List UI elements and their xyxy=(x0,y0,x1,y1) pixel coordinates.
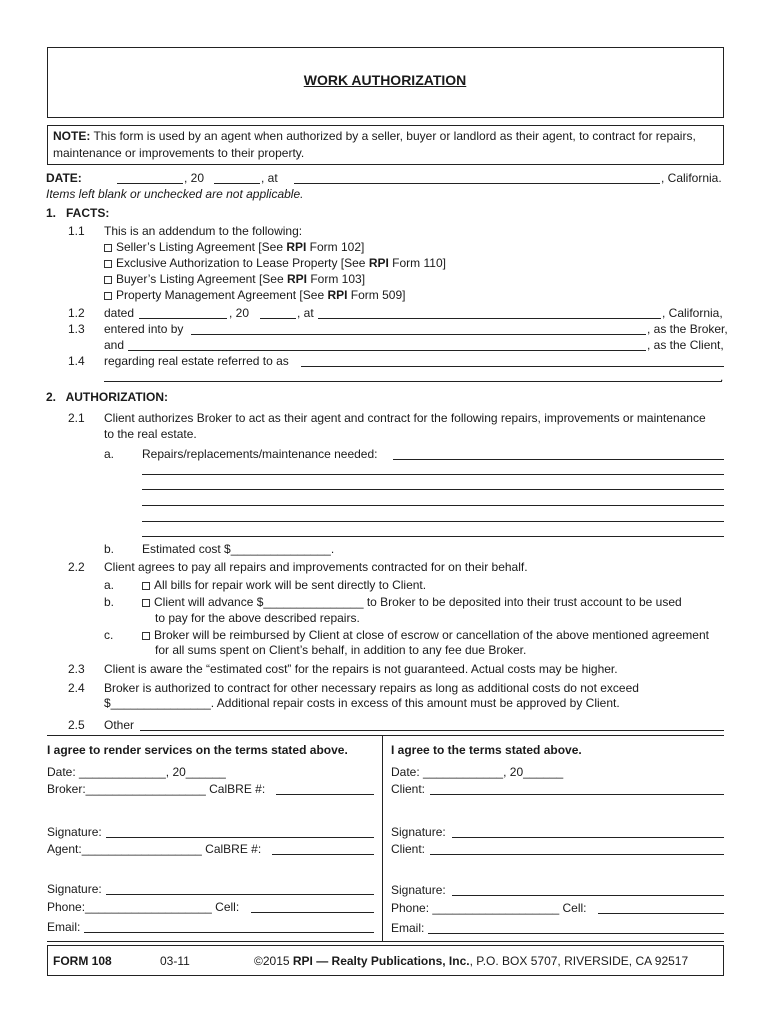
facts-heading: 1. FACTS: xyxy=(46,206,110,220)
repairs-field-2[interactable] xyxy=(142,474,724,475)
left-agent[interactable]: Agent:__________________ CalBRE #: xyxy=(47,842,262,856)
text-1-1: This is an addendum to the following: xyxy=(104,224,303,238)
text-1-2c: , at xyxy=(297,306,314,320)
note-text xyxy=(53,129,696,143)
item-2a-label: a. xyxy=(104,578,115,592)
repairs-field-5[interactable] xyxy=(142,521,724,522)
right-date[interactable]: Date: ____________, 20______ xyxy=(391,765,564,779)
client2-name-field[interactable] xyxy=(430,854,724,855)
option-exclusive-lease[interactable]: Exclusive Authorization to Lease Property [See RPI Form 110] xyxy=(104,256,446,270)
num-1-2: 1.2 xyxy=(68,306,85,320)
text-2-5: Other xyxy=(104,718,135,732)
repairs-field-4[interactable] xyxy=(142,505,724,506)
option-property-management[interactable]: Property Management Agreement [See RPI Form 509] xyxy=(104,288,406,302)
text-1-3b: , as the Broker, xyxy=(647,322,728,336)
right-signature-1: Signature: xyxy=(391,825,446,839)
checkbox[interactable] xyxy=(104,260,112,268)
dated-field[interactable] xyxy=(139,318,227,319)
text-1-2b: , 20 xyxy=(229,306,250,320)
text-2c-line2: for all sums spent on Client’s behalf, in addition to any fee due Broker. xyxy=(155,643,527,657)
right-email: Email: xyxy=(391,921,425,935)
real-estate-field-2[interactable] xyxy=(104,381,722,382)
left-phone[interactable]: Phone:___________________ Cell: xyxy=(47,900,240,914)
date-mid2: , at xyxy=(261,171,278,185)
text-2-2: Client agrees to pay all repairs and improvements contracted for on their behalf. xyxy=(104,560,528,574)
footer-form-number: FORM 108 xyxy=(53,954,112,968)
text-1-2d: , California, xyxy=(662,306,723,320)
broker-name-field[interactable] xyxy=(191,334,646,335)
left-date[interactable]: Date: _____________, 20______ xyxy=(47,765,226,779)
blank-note: Items left blank or unchecked are not applicable. xyxy=(46,187,304,201)
client2-signature-field[interactable] xyxy=(452,895,724,896)
item-a-text: Repairs/replacements/maintenance needed: xyxy=(142,447,378,461)
right-client-2: Client: xyxy=(391,842,426,856)
left-email-field[interactable] xyxy=(84,932,374,933)
text-1-4-end: . xyxy=(720,370,724,384)
broker-calbre-field[interactable] xyxy=(276,794,374,795)
signature-bottom-rule xyxy=(47,941,724,942)
right-email-field[interactable] xyxy=(428,933,724,934)
text-2b-line2: to pay for the above described repairs. xyxy=(155,611,360,625)
broker-signature-field[interactable] xyxy=(106,837,374,838)
agent-signature-field[interactable] xyxy=(106,894,374,895)
repairs-field-6[interactable] xyxy=(142,536,724,537)
option-seller-listing[interactable]: Seller’s Listing Agreement [See RPI Form 102] xyxy=(104,240,364,254)
option-buyer-listing[interactable]: Buyer’s Listing Agreement [See RPI Form 103] xyxy=(104,272,365,286)
signature-divider xyxy=(382,736,383,941)
repairs-field-1[interactable] xyxy=(393,459,724,460)
num-2-4: 2.4 xyxy=(68,681,85,695)
text-2-1a: Client authorizes Broker to act as their agent and contract for the following repairs, improvements or maintenance xyxy=(104,411,706,425)
checkbox[interactable] xyxy=(104,276,112,284)
year-field[interactable] xyxy=(214,183,260,184)
num-1-4: 1.4 xyxy=(68,354,85,368)
note-label: NOTE: xyxy=(53,129,91,143)
right-client-1: Client: xyxy=(391,782,426,796)
text-2-4a: Broker is authorized to contract for other necessary repairs as long as additional costs do not exceed xyxy=(104,681,639,695)
estimated-cost[interactable]: Estimated cost $_______________. xyxy=(142,542,335,556)
item-2c-label: c. xyxy=(104,628,114,642)
item-2b-label: b. xyxy=(104,595,115,609)
checkbox[interactable] xyxy=(142,599,150,607)
date-label: DATE: xyxy=(46,171,82,185)
left-signature-1: Signature: xyxy=(47,825,102,839)
num-1-3: 1.3 xyxy=(68,322,85,336)
item-a-label: a. xyxy=(104,447,115,461)
left-signature-2: Signature: xyxy=(47,882,102,896)
footer-revision: 03-11 xyxy=(160,954,190,968)
option-bills-to-client[interactable]: All bills for repair work will be sent directly to Client. xyxy=(142,578,426,592)
right-cell-field[interactable] xyxy=(598,913,724,914)
left-broker[interactable]: Broker:__________________ CalBRE #: xyxy=(47,782,266,796)
right-agree-heading: I agree to the terms stated above. xyxy=(391,743,582,757)
left-agree-heading: I agree to render services on the terms stated above. xyxy=(47,743,348,757)
text-2-3: Client is aware the “estimated cost” for the repairs is not guaranteed. Actual costs may be higher. xyxy=(104,662,618,676)
date-field[interactable] xyxy=(117,183,183,184)
num-2-2: 2.2 xyxy=(68,560,85,574)
item-b-label: b. xyxy=(104,542,115,556)
text-2-1b: to the real estate. xyxy=(104,427,197,441)
right-signature-2: Signature: xyxy=(391,883,446,897)
auth-heading: 2. AUTHORIZATION: xyxy=(46,390,168,404)
text-1-3d: , as the Client, xyxy=(647,338,724,352)
checkbox[interactable] xyxy=(142,632,150,640)
checkbox[interactable] xyxy=(104,292,112,300)
option-broker-reimbursed[interactable]: Broker will be reimbursed by Client at close of escrow or cancellation of the above mentioned agreement xyxy=(142,628,709,642)
note-line2: maintenance or improvements to their property. xyxy=(53,146,305,160)
option-client-advance[interactable]: Client will advance $_______________ to Broker to be deposited into their trust account to be used xyxy=(142,595,682,609)
date-end: , California. xyxy=(661,171,722,185)
num-2-3: 2.3 xyxy=(68,662,85,676)
text-2-4b[interactable]: $_______________. Additional repair costs in excess of this amount must be approved by Client. xyxy=(104,696,620,710)
city-field[interactable] xyxy=(294,183,660,184)
client1-name-field[interactable] xyxy=(430,794,724,795)
text-1-2a: dated xyxy=(104,306,135,320)
dated-city-field[interactable] xyxy=(318,318,661,319)
footer-copyright: ©2015 RPI — Realty Publications, Inc., P.O. BOX 5707, RIVERSIDE, CA 92517 xyxy=(254,954,689,968)
dated-year-field[interactable] xyxy=(260,318,296,319)
checkbox[interactable] xyxy=(104,244,112,252)
text-1-3c: and xyxy=(104,338,125,352)
text-1-4: regarding real estate referred to as xyxy=(104,354,289,368)
form-title: WORK AUTHORIZATION xyxy=(303,72,467,88)
text-1-3a: entered into by xyxy=(104,322,184,336)
real-estate-field-1[interactable] xyxy=(301,366,724,367)
client-name-field[interactable] xyxy=(128,350,646,351)
checkbox[interactable] xyxy=(142,582,150,590)
repairs-field-3[interactable] xyxy=(142,489,724,490)
date-mid1: , 20 xyxy=(184,171,205,185)
right-phone[interactable]: Phone: ___________________ Cell: xyxy=(391,901,587,915)
num-2-1: 2.1 xyxy=(68,411,85,425)
num-1-1: 1.1 xyxy=(68,224,85,238)
left-cell-field[interactable] xyxy=(251,912,374,913)
other-field[interactable] xyxy=(140,730,724,731)
num-2-5: 2.5 xyxy=(68,718,85,732)
client1-signature-field[interactable] xyxy=(452,837,724,838)
agent-calbre-field[interactable] xyxy=(272,854,374,855)
left-email: Email: xyxy=(47,920,81,934)
signature-top-rule xyxy=(47,735,724,736)
note-line1: This form is used by an agent when authorized by a seller, buyer or landlord as their agent, to contract for repairs, xyxy=(93,129,696,143)
